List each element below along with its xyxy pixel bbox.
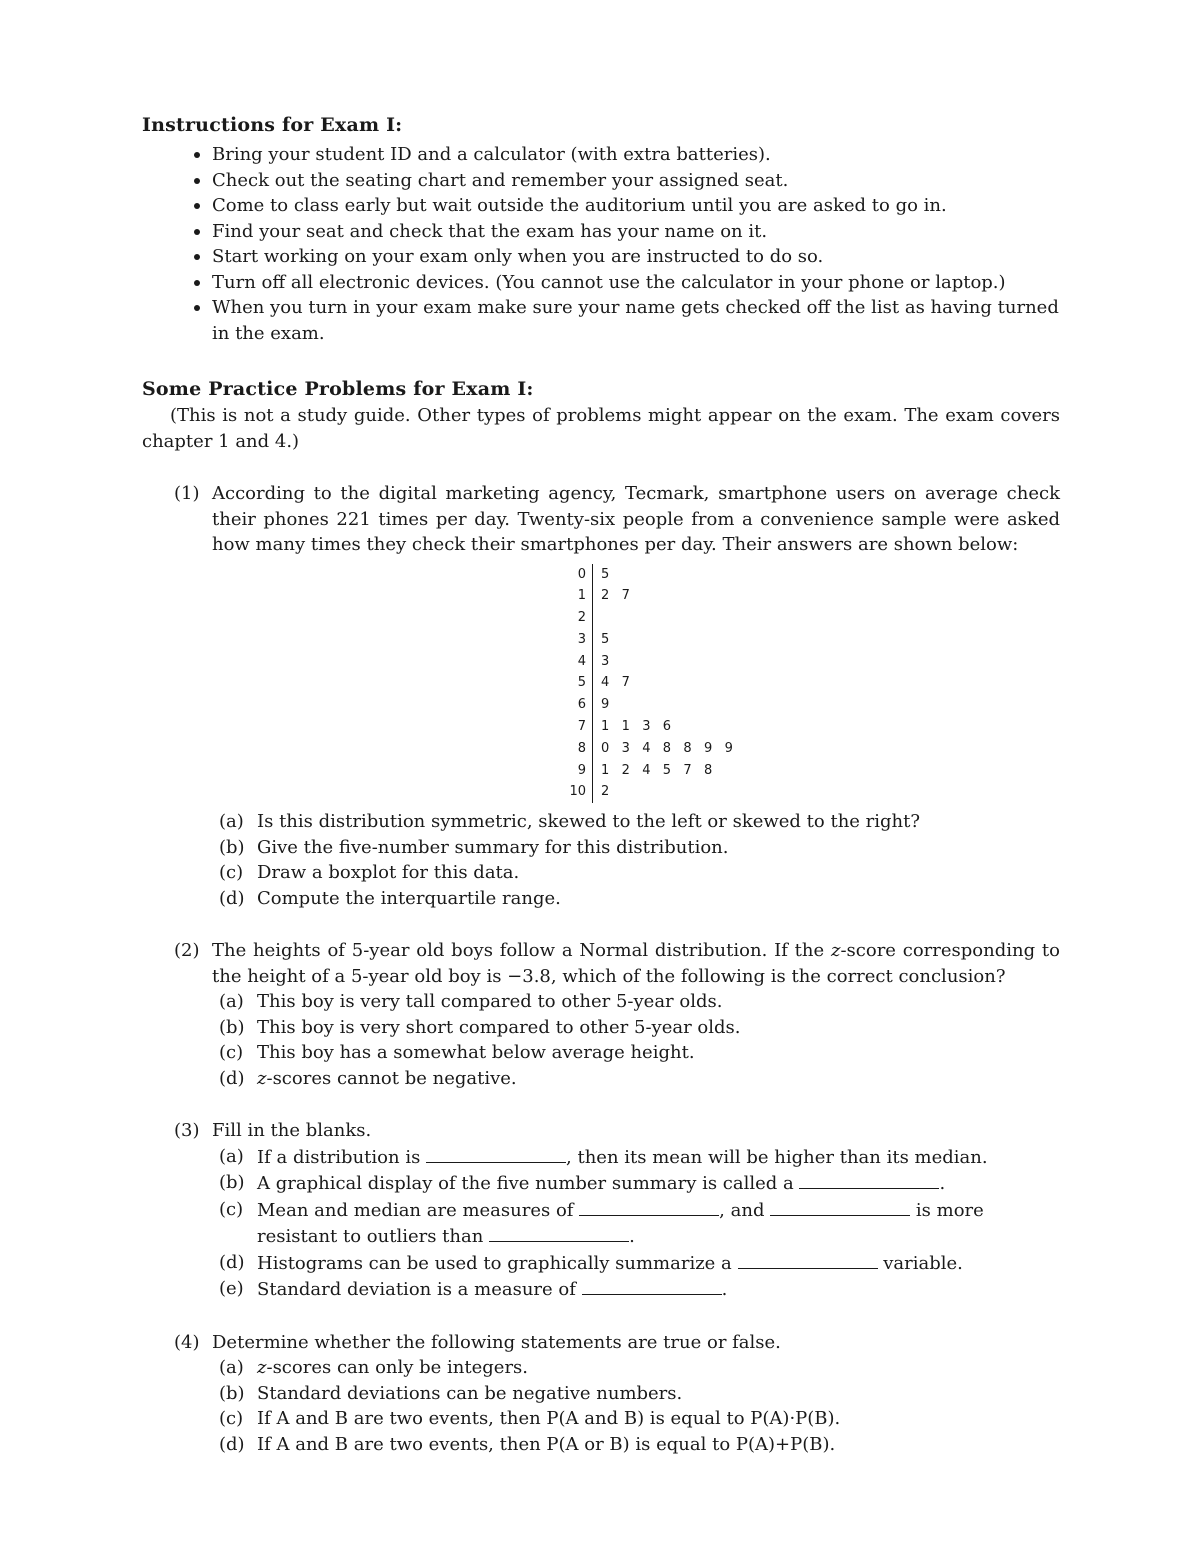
problem-text — [212, 938, 1060, 989]
part-text: Give the five-number summary for this distribution. — [257, 836, 729, 858]
math-z: z — [257, 1067, 267, 1089]
instruction-item: Come to class early but wait outside the auditorium until you are asked to go in. — [212, 193, 1060, 219]
part-item — [219, 809, 1060, 835]
part-text: Is this distribution symmetric, skewed to the left or skewed to the right? — [257, 811, 921, 833]
stemplot-row — [564, 564, 737, 586]
part-text: variable. — [877, 1252, 963, 1274]
part-item — [219, 1170, 1060, 1197]
text-run: -score corresponding to the height of a 5-year old boy is −3.8, which of the following is the correct conclusion? — [212, 940, 1060, 987]
math-z: z — [830, 940, 841, 962]
part-item — [219, 989, 1060, 1015]
part-text: This boy is very tall compared to other 5-year olds. — [257, 991, 723, 1013]
answer-blank[interactable] — [770, 1197, 910, 1216]
leaf-values: 4 7 — [601, 675, 634, 691]
stem-value: 3 — [564, 629, 593, 651]
part-text: A graphical display of the five number summary is called a — [257, 1173, 800, 1195]
part-text: , and — [719, 1199, 771, 1221]
leaf-values: 3 — [601, 653, 613, 669]
stemplot-row — [564, 651, 737, 673]
part-item — [219, 1015, 1060, 1041]
part-item — [219, 860, 1060, 886]
stemplot-table — [564, 564, 737, 804]
stem-value: 7 — [564, 716, 593, 738]
problem-number: (3) — [174, 1120, 200, 1142]
instruction-item: Start working on your exam only when you are instructed to do so. — [212, 244, 1060, 270]
part-label: (d) — [219, 887, 245, 909]
part-item — [219, 835, 1060, 861]
stemplot-row — [564, 585, 737, 607]
stem-value: 10 — [564, 781, 593, 803]
part-label: (c) — [219, 1198, 244, 1220]
part-label: (c) — [219, 862, 244, 884]
stemplot-row — [564, 694, 737, 716]
part-text: , then its mean will be higher than its median. — [566, 1146, 988, 1168]
part-label: (b) — [219, 1172, 245, 1194]
leaf-values: 5 — [601, 566, 613, 582]
part-item — [219, 1432, 1060, 1458]
part-item — [219, 886, 1060, 912]
part-text: . — [721, 1279, 728, 1301]
part-item — [219, 1066, 1060, 1092]
part-text: Standard deviation is a measure of — [257, 1279, 582, 1301]
answer-blank[interactable] — [799, 1170, 939, 1189]
math-z: z — [257, 1357, 267, 1379]
part-text: If A and B are two events, then P(A or B) is equal to P(A)+P(B). — [257, 1433, 836, 1455]
instruction-item: Check out the seating chart and remember your assigned seat. — [212, 168, 1060, 194]
stem-value: 4 — [564, 651, 593, 673]
stemplot-row — [564, 716, 737, 738]
stem-value: 8 — [564, 738, 593, 760]
leaf-values: 0 3 4 8 8 9 9 — [601, 740, 737, 756]
part-item — [219, 1040, 1060, 1066]
problem-number: (1) — [174, 483, 200, 504]
stemplot-row — [564, 738, 737, 760]
problem-parts — [212, 1144, 1060, 1303]
problem-3 — [142, 1118, 1060, 1303]
instruction-item: Turn off all electronic devices. (You cannot use the calculator in your phone or laptop.) — [212, 270, 1060, 296]
problem-parts — [212, 1355, 1060, 1457]
part-label: (a) — [219, 811, 244, 833]
answer-blank[interactable] — [426, 1144, 566, 1163]
part-item — [219, 1276, 1060, 1303]
part-item — [219, 1355, 1060, 1381]
leaf-values: 9 — [601, 697, 613, 713]
part-label: (d) — [219, 1251, 245, 1273]
part-text: Compute the interquartile range. — [257, 887, 561, 909]
part-text: If A and B are two events, then P(A and B) is equal to P(A)·P(B). — [257, 1408, 841, 1430]
answer-blank[interactable] — [489, 1223, 629, 1242]
stem-value: 9 — [564, 760, 593, 782]
part-text: This boy has a somewhat below average height. — [257, 1042, 695, 1064]
practice-title: Some Practice Problems for Exam I: — [142, 378, 534, 400]
part-text: -scores can only be integers. — [266, 1357, 529, 1379]
part-item — [219, 1406, 1060, 1432]
leaf-values: 1 1 3 6 — [601, 719, 675, 735]
problem-parts — [212, 809, 1060, 911]
part-label: (b) — [219, 1382, 245, 1404]
problem-1 — [142, 481, 1060, 911]
answer-blank[interactable] — [579, 1197, 719, 1216]
instruction-item: Bring your student ID and a calculator (with extra batteries). — [212, 142, 1060, 168]
part-label: (b) — [219, 836, 245, 858]
part-label: (d) — [219, 1433, 245, 1455]
part-label: (a) — [219, 991, 244, 1013]
part-label: (a) — [219, 1145, 244, 1167]
leaf-values: 2 — [601, 784, 613, 800]
problem-text: Fill in the blanks. — [212, 1120, 372, 1142]
stemplot-row — [564, 607, 737, 629]
part-label: (d) — [219, 1067, 245, 1089]
leaf-values: 5 — [601, 631, 613, 647]
part-label: (b) — [219, 1016, 245, 1038]
stem-value: 0 — [564, 564, 593, 586]
part-text: Mean and median are measures of — [257, 1199, 580, 1221]
instruction-item: Find your seat and check that the exam has your name on it. — [212, 219, 1060, 245]
part-text: If a distribution is — [257, 1146, 427, 1168]
practice-section — [142, 376, 1060, 454]
answer-blank[interactable] — [582, 1276, 722, 1295]
problem-text: According to the digital marketing agency, Tecmark, smartphone users on average check their phones 221 times per day. Twenty-six people from a convenience sample were asked how many times they check their smartphones per day. Their answers are shown below: — [212, 483, 1060, 555]
part-item — [219, 1250, 1060, 1277]
part-item — [219, 1144, 1060, 1171]
problem-4 — [142, 1330, 1060, 1458]
answer-blank[interactable] — [738, 1250, 878, 1269]
part-label: (c) — [219, 1042, 244, 1064]
problem-number: (2) — [174, 940, 200, 962]
part-text: Standard deviations can be negative numbers. — [257, 1382, 683, 1404]
stemplot-row — [564, 781, 737, 803]
stem-value: 1 — [564, 585, 593, 607]
instruction-item: When you turn in your exam make sure your name gets checked off the list as having turned in the exam. — [212, 295, 1060, 346]
part-text: . — [629, 1226, 635, 1248]
part-text: is more resistant to outliers than — [257, 1199, 984, 1248]
document-page — [142, 112, 1060, 1457]
part-text: Draw a boxplot for this data. — [257, 862, 520, 884]
part-item — [219, 1381, 1060, 1407]
stem-value: 5 — [564, 672, 593, 694]
part-label: (e) — [219, 1278, 244, 1300]
part-label: (c) — [219, 1408, 244, 1430]
problem-2 — [142, 938, 1060, 1091]
problem-text: Determine whether the following statements are true or false. — [212, 1331, 781, 1353]
problem-parts — [212, 989, 1060, 1091]
practice-intro: (This is not a study guide. Other types of problems might appear on the exam. The exam covers chapter 1 and 4.) — [142, 405, 1060, 452]
stem-value: 6 — [564, 694, 593, 716]
stem-value: 2 — [564, 607, 593, 629]
leaf-values: 1 2 4 5 7 8 — [601, 762, 716, 778]
text-run: The heights of 5-year old boys follow a Normal distribution. If the — [212, 940, 831, 962]
part-text: Histograms can be used to graphically summarize a — [257, 1252, 738, 1274]
part-text: . — [939, 1173, 946, 1195]
part-label: (a) — [219, 1357, 244, 1379]
stemplot-row — [564, 760, 737, 782]
stemplot — [564, 564, 1200, 804]
instructions-list — [142, 142, 1060, 346]
instructions-title: Instructions for Exam I: — [142, 114, 403, 136]
stemplot-row — [564, 672, 737, 694]
part-text: -scores cannot be negative. — [266, 1067, 517, 1089]
part-item — [219, 1197, 1060, 1250]
part-text: This boy is very short compared to other 5-year olds. — [257, 1016, 741, 1038]
leaf-values: 2 7 — [601, 588, 634, 604]
stemplot-row — [564, 629, 737, 651]
problem-number: (4) — [174, 1331, 200, 1353]
